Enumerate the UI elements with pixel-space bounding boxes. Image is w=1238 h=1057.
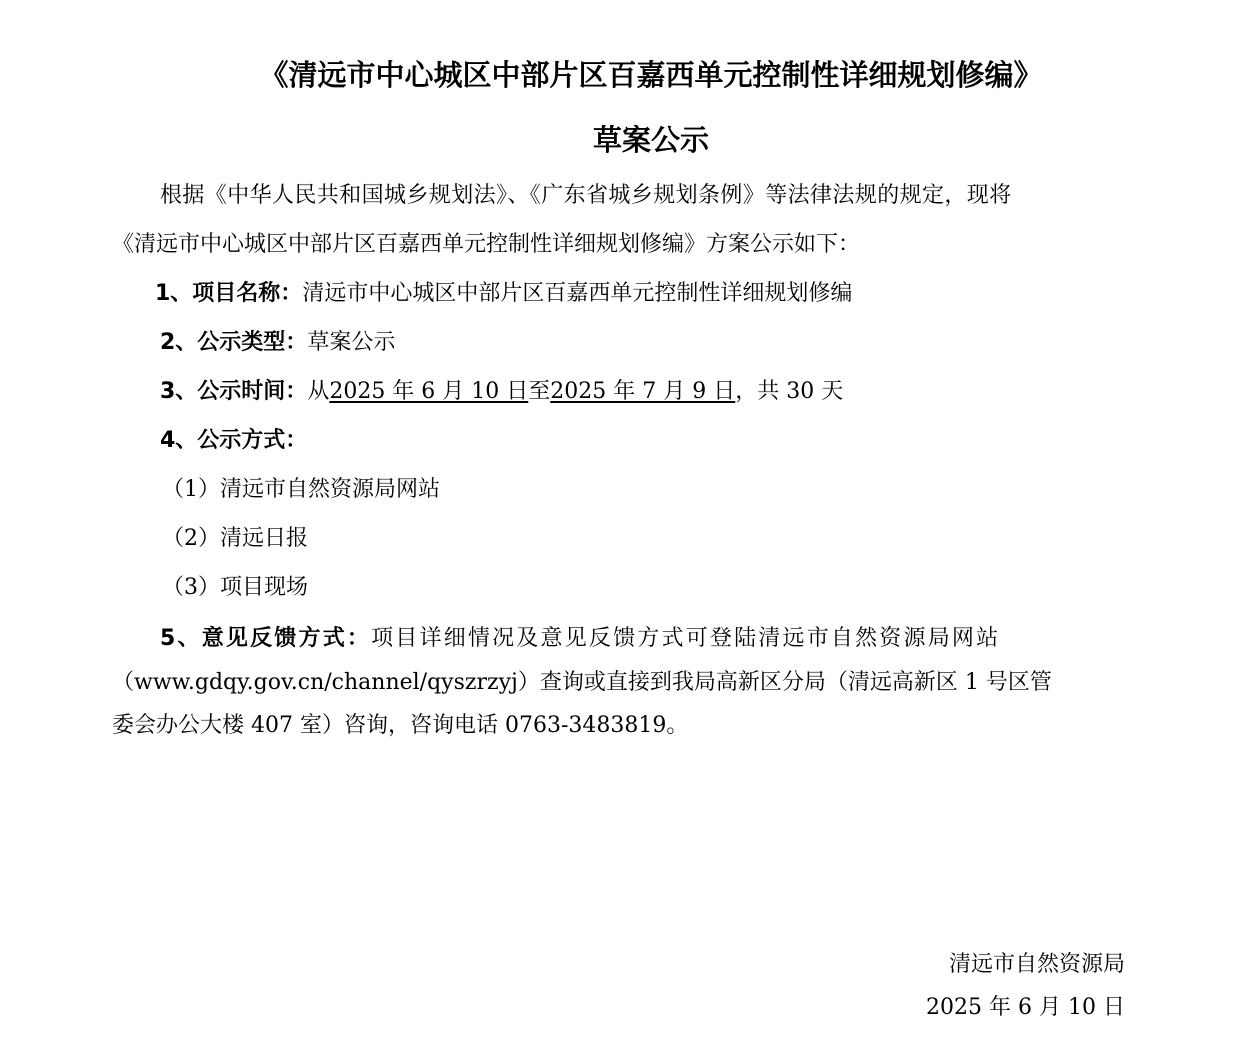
- notice-method-option: （1）清远市自然资源局网站: [162, 477, 440, 502]
- feedback-line-3: 委会办公大楼 407 室）咨询，咨询电话 0763-3483819。: [112, 713, 689, 738]
- notice-time-label: 3、公示时间：: [160, 379, 308, 404]
- notice-type-value: 草案公示: [307, 330, 396, 355]
- project-name-value: 清远市中心城区中部片区百嘉西单元控制性详细规划修编: [302, 281, 853, 306]
- intro-line-2: 《清远市中心城区中部片区百嘉西单元控制性详细规划修编》方案公示如下：: [112, 232, 861, 257]
- notice-type-label: 2、公示类型：: [160, 330, 308, 355]
- feedback-line-1: [160, 624, 1000, 654]
- item-notice-type: [160, 328, 395, 358]
- document-title: 《清远市中心城区中部片区百嘉西单元控制性详细规划修编》: [259, 58, 1043, 92]
- notice-time-middle: 至: [528, 379, 551, 404]
- notice-method-option: （3）项目现场: [162, 575, 308, 600]
- item-project-name: [155, 279, 852, 309]
- project-name-label: 1、项目名称：: [155, 281, 303, 306]
- notice-method-option: （2）清远日报: [162, 526, 308, 551]
- signature-org: 清远市自然资源局: [948, 952, 1125, 977]
- notice-time-prefix: 从: [307, 379, 330, 404]
- item-notice-time: [160, 377, 843, 407]
- feedback-line-2: （www.gdqy.gov.cn/channel/qyszrzyj）查询或直接到我局高新区分局（清远高新区 1 号区管: [112, 670, 1052, 695]
- notice-time-suffix: ，共 30 天: [735, 379, 844, 404]
- document-subtitle: 草案公示: [592, 123, 709, 157]
- signature-date: 2025 年 6 月 10 日: [926, 995, 1125, 1020]
- notice-end-date: 2025 年 7 月 9 日: [550, 379, 736, 404]
- intro-line-1: 根据《中华人民共和国城乡规划法》、《广东省城乡规划条例》等法律法规的规定，现将: [160, 183, 1012, 208]
- feedback-text-1: 项目详细情况及意见反馈方式可登陆清远市自然资源局网站: [371, 626, 1001, 651]
- feedback-label: 5、意见反馈方式：: [160, 626, 372, 651]
- notice-method-label: 4、公示方式：: [160, 428, 308, 453]
- notice-start-date: 2025 年 6 月 10 日: [329, 379, 529, 404]
